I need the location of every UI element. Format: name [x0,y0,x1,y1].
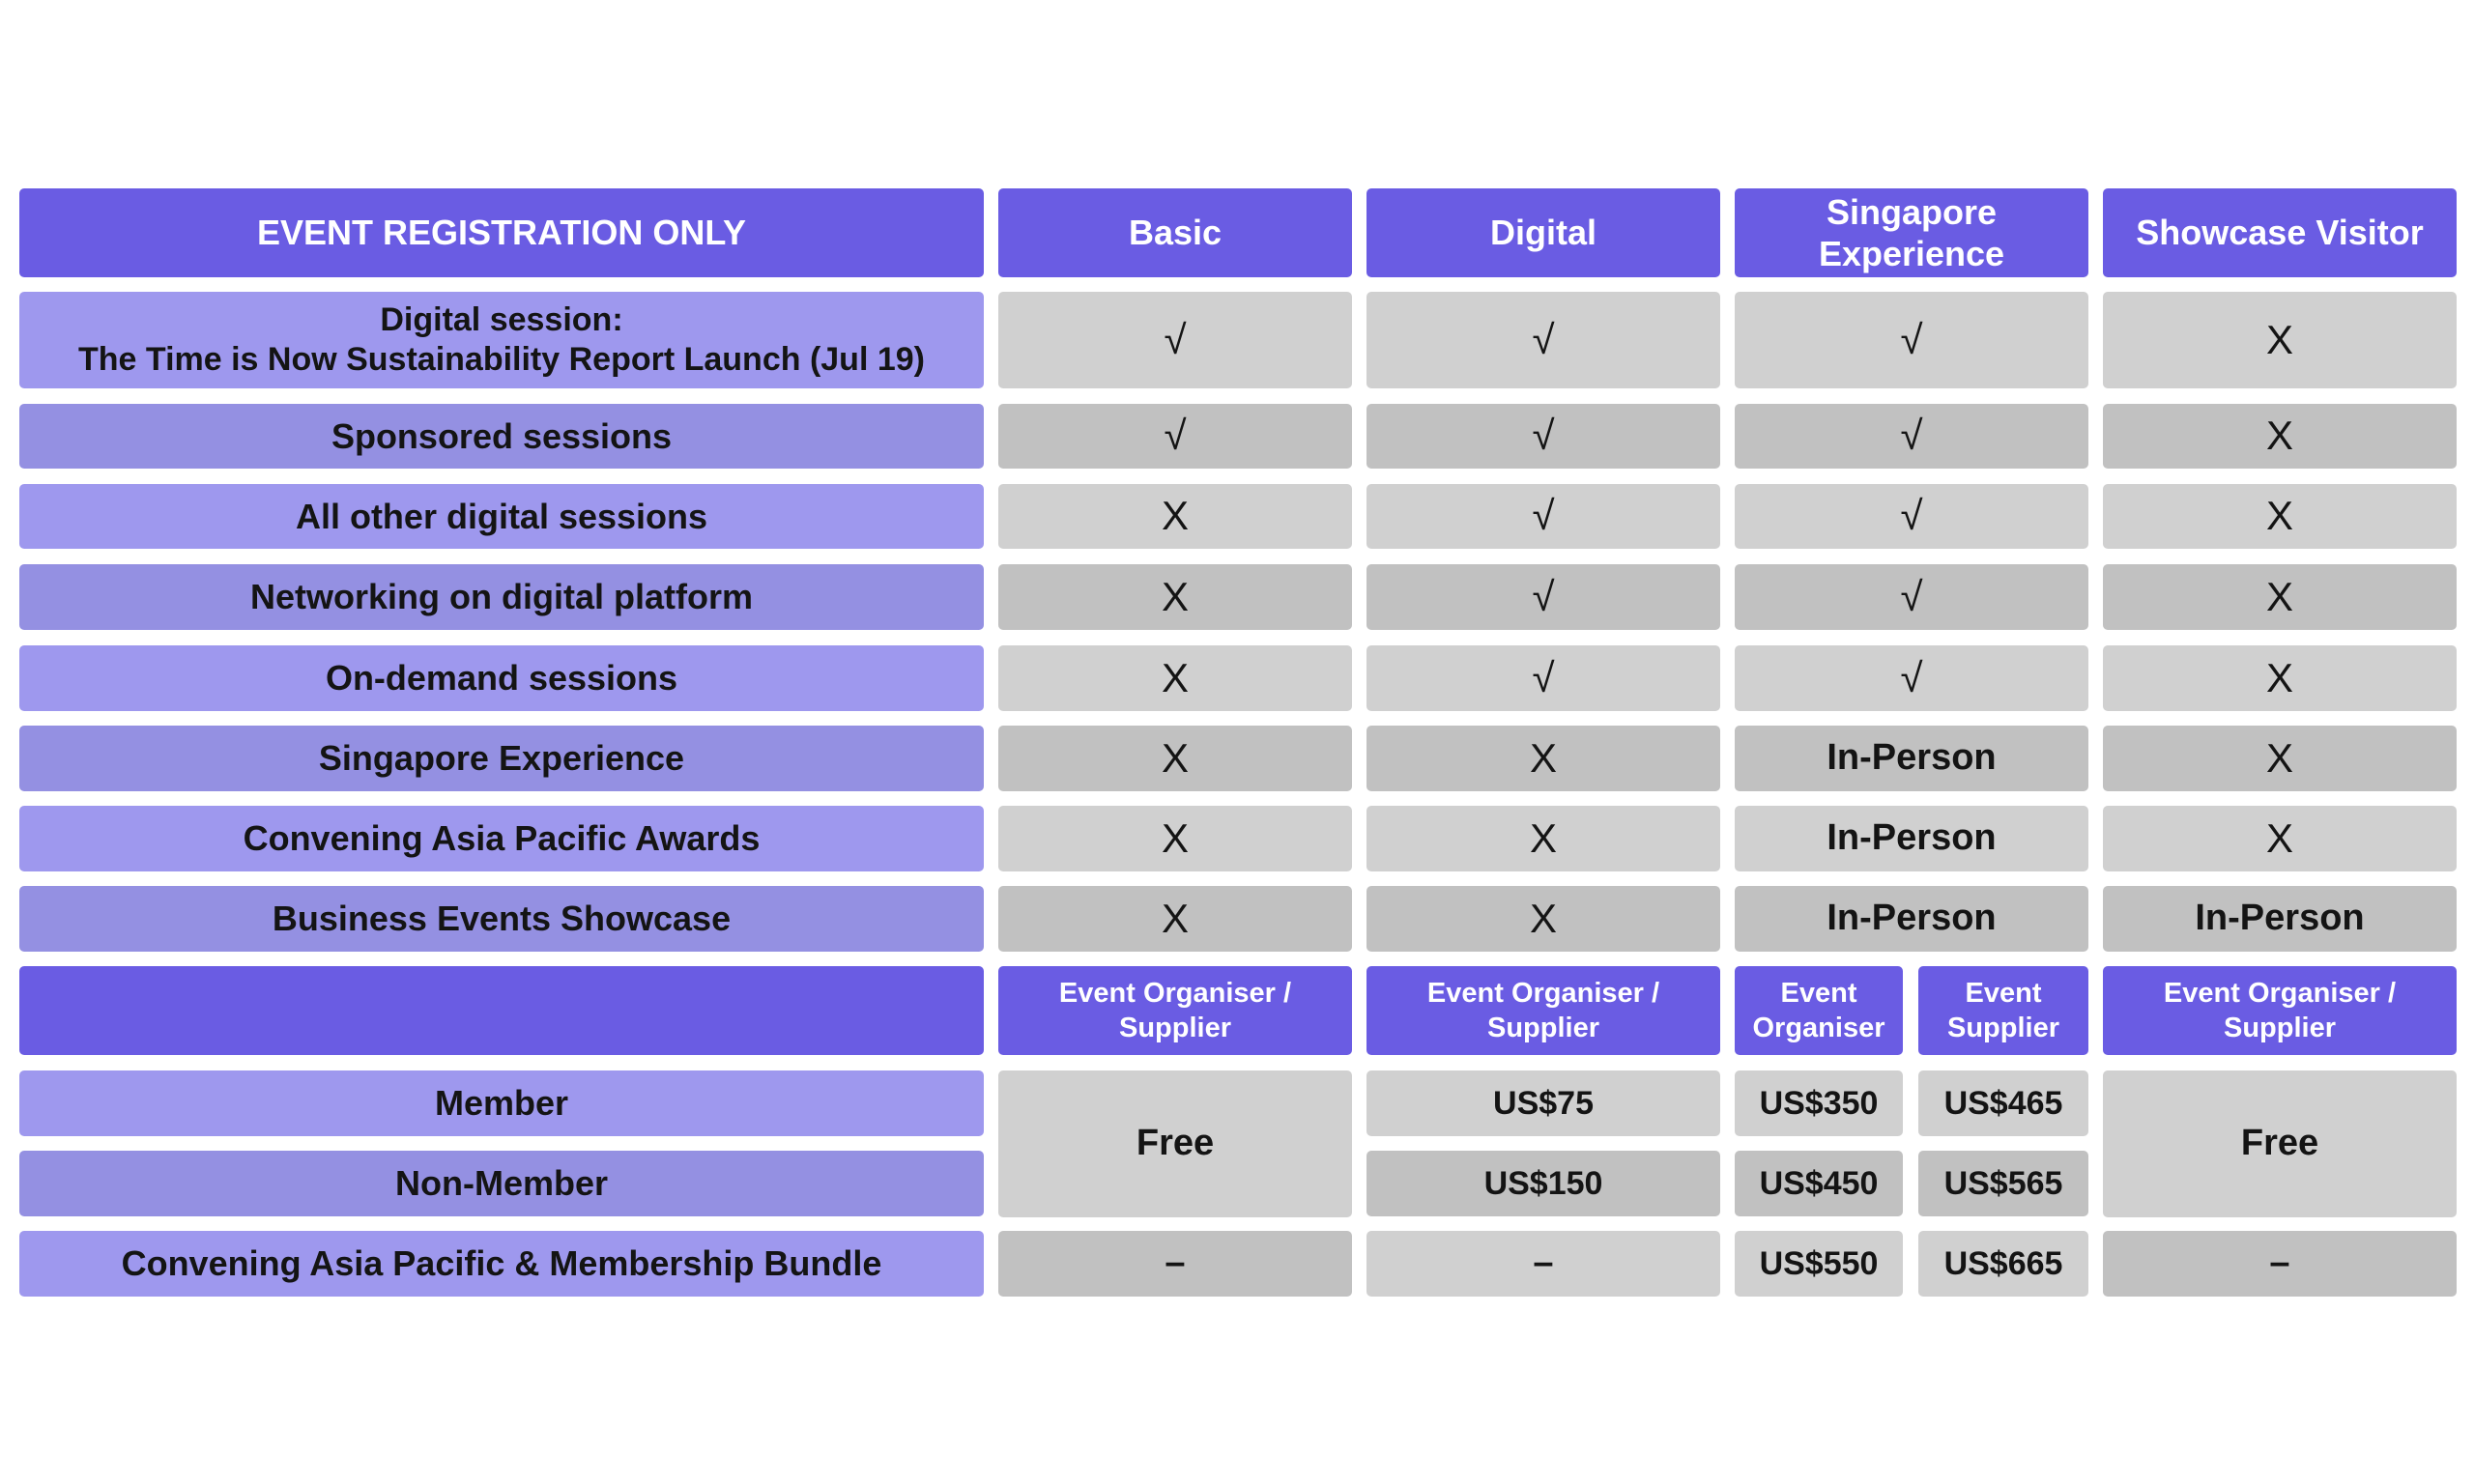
digital-on-demand-cell: √ [1366,645,1720,711]
singapore-digital-session-cell: √ [1735,292,2088,388]
feature-label-digital-session [19,292,984,388]
showcase-price-free: Free [2103,1070,2457,1217]
digital-other-digital-cell: √ [1366,484,1720,549]
showcase-other-digital-cell: X [2103,484,2457,549]
singapore-supplier-bundle-price: US$665 [1918,1231,2088,1297]
basic-networking-cell: X [998,564,1352,630]
pricing-header-blank [19,966,984,1055]
pricing-label-bundle: Convening Asia Pacific & Membership Bundle [19,1231,984,1297]
singapore-networking-cell: √ [1735,564,2088,630]
feature-label-other-digital-sessions: All other digital sessions [19,484,984,549]
showcase-showcase-cell: In-Person [2103,886,2457,952]
feature-label-business-events-showcase: Business Events Showcase [19,886,984,952]
digital-digital-session-cell: √ [1366,292,1720,388]
showcase-networking-cell: X [2103,564,2457,630]
singapore-sponsored-cell: √ [1735,404,2088,469]
digital-non-member-price: US$150 [1366,1151,1720,1216]
column-header-digital: Digital [1366,188,1720,277]
digital-bundle-price: – [1366,1231,1720,1297]
digital-showcase-cell: X [1366,886,1720,952]
feature-label-sponsored-sessions: Sponsored sessions [19,404,984,469]
pricing-header-singapore-organiser: Event Organiser [1735,966,1903,1055]
feature-label-awards: Convening Asia Pacific Awards [19,806,984,871]
pricing-label-non-member: Non-Member [19,1151,984,1216]
basic-on-demand-cell: X [998,645,1352,711]
showcase-on-demand-cell: X [2103,645,2457,711]
basic-awards-cell: X [998,806,1352,871]
singapore-supplier-non-member-price: US$565 [1918,1151,2088,1216]
singapore-other-digital-cell: √ [1735,484,2088,549]
column-header-showcase-visitor: Showcase Visitor [2103,188,2457,277]
digital-networking-cell: √ [1366,564,1720,630]
basic-showcase-cell: X [998,886,1352,952]
pricing-header-digital: Event Organiser / Supplier [1366,966,1720,1055]
feature-label-on-demand: On-demand sessions [19,645,984,711]
basic-other-digital-cell: X [998,484,1352,549]
singapore-supplier-member-price: US$465 [1918,1070,2088,1136]
digital-member-price: US$75 [1366,1070,1720,1136]
showcase-digital-session-cell: X [2103,292,2457,388]
basic-sponsored-cell: √ [998,404,1352,469]
singapore-on-demand-cell: √ [1735,645,2088,711]
singapore-organiser-member-price: US$350 [1735,1070,1903,1136]
digital-awards-cell: X [1366,806,1720,871]
feature-label-singapore-experience: Singapore Experience [19,726,984,791]
column-header-basic: Basic [998,188,1352,277]
pricing-header-showcase: Event Organiser / Supplier [2103,966,2457,1055]
singapore-showcase-cell: In-Person [1735,886,2088,952]
feature-label-line1: Digital session: [380,301,623,339]
pricing-header-basic: Event Organiser / Supplier [998,966,1352,1055]
basic-price-free: Free [998,1070,1352,1217]
showcase-bundle-price: – [2103,1231,2457,1297]
showcase-sponsored-cell: X [2103,404,2457,469]
singapore-organiser-bundle-price: US$550 [1735,1231,1903,1297]
feature-label-line2: The Time is Now Sustainability Report Launch (Jul 19) [78,341,925,378]
basic-bundle-price: – [998,1231,1352,1297]
column-header-singapore-experience: Singapore Experience [1735,188,2088,277]
digital-singapore-exp-cell: X [1366,726,1720,791]
singapore-singapore-exp-cell: In-Person [1735,726,2088,791]
singapore-awards-cell: In-Person [1735,806,2088,871]
basic-singapore-exp-cell: X [998,726,1352,791]
feature-label-networking: Networking on digital platform [19,564,984,630]
showcase-singapore-exp-cell: X [2103,726,2457,791]
section-title: EVENT REGISTRATION ONLY [19,188,984,277]
pricing-header-singapore-supplier: Event Supplier [1918,966,2088,1055]
showcase-awards-cell: X [2103,806,2457,871]
singapore-organiser-non-member-price: US$450 [1735,1151,1903,1216]
pricing-label-member: Member [19,1070,984,1136]
basic-digital-session-cell: √ [998,292,1352,388]
digital-sponsored-cell: √ [1366,404,1720,469]
